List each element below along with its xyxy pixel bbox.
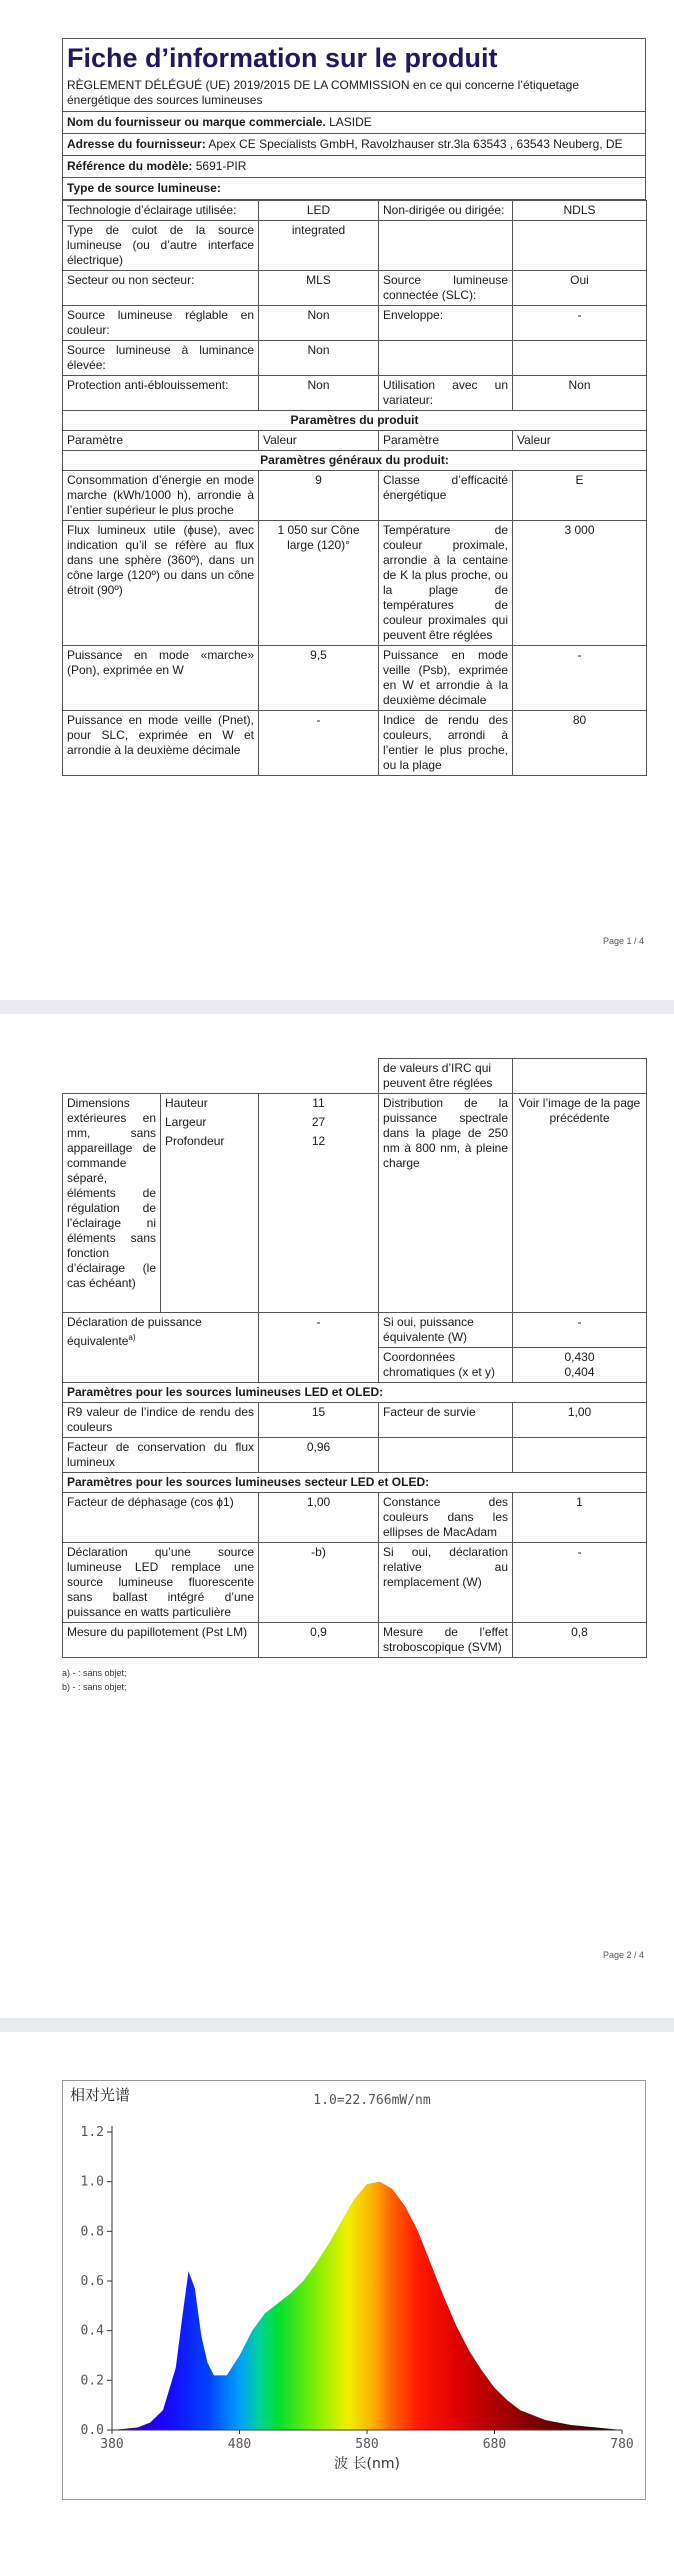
general-param-value: 3 000 xyxy=(513,521,647,646)
params-header: Paramètres du produit xyxy=(63,411,647,431)
type-param-label: Technologie d’éclairage utilisée: xyxy=(63,201,259,221)
mains-param-value: -b) xyxy=(259,1542,379,1622)
x-tick-label: 480 xyxy=(227,2437,252,2452)
y-tick-label: 0.0 xyxy=(80,2423,104,2438)
mains-param-value: 0,8 xyxy=(513,1622,647,1657)
spectral-label: Distribution de la puissance spectrale dans la plage de 250 nm à 800 nm, à pleine charge xyxy=(379,1094,513,1313)
column-header-row xyxy=(63,431,647,451)
led-param-label: Facteur de conservation du flux lumineux xyxy=(63,1437,259,1472)
col-header: Valeur xyxy=(259,431,379,451)
type-param-value: integrated xyxy=(259,221,379,271)
equiv-value: - xyxy=(259,1312,379,1382)
type-param-label: Source lumineuse connectée (SLC): xyxy=(379,271,513,306)
led-param-value: 1,00 xyxy=(513,1402,647,1437)
led-param-label: R9 valeur de l’indice de rendu des couleurs xyxy=(63,1402,259,1437)
led-header: Paramètres pour les sources lumineuses LED et OLED: xyxy=(63,1383,647,1403)
mains-row xyxy=(63,1492,647,1542)
chroma-x: 0,430 xyxy=(564,1349,595,1364)
page-1 xyxy=(62,38,646,776)
type-param-label: Non-dirigée ou dirigée: xyxy=(379,201,513,221)
dim-name: Hauteur xyxy=(161,1094,259,1114)
general-row xyxy=(63,646,647,711)
page-number: Page 1 / 4 xyxy=(602,936,644,946)
general-param-value: 1 050 sur Cône large (120)° xyxy=(259,521,379,646)
type-param-label: Source lumineuse à luminance élevée: xyxy=(63,341,259,376)
chroma-y: 0,404 xyxy=(564,1364,595,1379)
x-tick-label: 680 xyxy=(482,2437,507,2452)
general-param-value: - xyxy=(513,646,647,711)
dim-value: 27 xyxy=(259,1113,379,1132)
type-row xyxy=(63,376,647,411)
dim-value: 12 xyxy=(259,1132,379,1312)
type-row xyxy=(63,221,647,271)
general-param-value: - xyxy=(259,711,379,776)
address-row xyxy=(62,134,646,156)
type-param-value: NDLS xyxy=(513,201,647,221)
mains-param-label: Si oui, déclaration relative au remplacement (W) xyxy=(379,1542,513,1622)
general-param-label: Puissance en mode veille (Psb), exprimée en W et arrondie à la deuxième décimale xyxy=(379,646,513,711)
type-param-value: MLS xyxy=(259,271,379,306)
type-param-value: Non xyxy=(259,341,379,376)
dim-value: 11 xyxy=(259,1094,379,1114)
type-row xyxy=(63,201,647,221)
type-param-label: Source lumineuse réglable en couleur: xyxy=(63,306,259,341)
type-param-label: Type de culot de la source lumineuse (ou d’autre interface électrique) xyxy=(63,221,259,271)
type-param-label: Secteur ou non secteur: xyxy=(63,271,259,306)
general-param-value: 9 xyxy=(259,471,379,521)
mains-param-value: 1,00 xyxy=(259,1492,379,1542)
equiv-label: Déclaration de puissance équivalente$^{a)}$ xyxy=(63,1312,259,1382)
type-param-value: Non xyxy=(259,306,379,341)
type-header: Type de source lumineuse: xyxy=(62,178,646,200)
general-param-value: 9,5 xyxy=(259,646,379,711)
x-tick-label: 380 xyxy=(100,2437,124,2452)
col-header: Valeur xyxy=(513,431,647,451)
model-value: 5691-PIR xyxy=(195,159,247,173)
type-param-label xyxy=(379,221,513,271)
general-row xyxy=(63,471,647,521)
spectral-value: Voir l’image de la page précédente xyxy=(513,1094,647,1313)
y-tick-label: 0.2 xyxy=(80,2373,104,2389)
general-header: Paramètres généraux du produit: xyxy=(63,451,647,471)
type-param-label xyxy=(379,341,513,376)
mains-param-value: 1 xyxy=(513,1492,647,1542)
type-param-label: Utilisation avec un variateur: xyxy=(379,376,513,411)
type-param-value: LED xyxy=(259,201,379,221)
x-axis-label: 波 长(nm) xyxy=(334,2456,400,2472)
dim-name: Largeur xyxy=(161,1113,259,1132)
type-row xyxy=(63,341,647,376)
mains-param-label: Mesure de l’effet stroboscopique (SVM) xyxy=(379,1622,513,1657)
model-label: Référence du modèle: xyxy=(67,159,193,173)
mains-param-label: Facteur de déphasage (cos ɸ1) xyxy=(63,1492,259,1542)
mains-param-value: 0,9 xyxy=(259,1622,379,1657)
type-param-value: Oui xyxy=(513,271,647,306)
y-tick-label: 0.8 xyxy=(80,2224,104,2240)
page-separator xyxy=(0,1000,674,1014)
type-row xyxy=(63,271,647,306)
led-param-value: 0,96 xyxy=(259,1437,379,1472)
general-param-label: Puissance en mode «marche» (Pon), exprimée en W xyxy=(63,646,259,711)
general-row xyxy=(63,521,647,646)
footnote-b: b) - : sans objet; xyxy=(62,1681,127,1692)
chroma-values xyxy=(513,1347,647,1382)
supplier-value: LASIDE xyxy=(329,115,372,129)
type-param-value: - xyxy=(513,306,647,341)
x-tick-label: 580 xyxy=(355,2437,379,2452)
general-param-label: Puissance en mode veille (Pnet), pour SLC, exprimée en W et arrondie à la deuxième décimale xyxy=(63,711,259,776)
led-row xyxy=(63,1402,647,1437)
supplier-label: Nom du fournisseur ou marque commerciale. xyxy=(67,115,326,129)
y-tick-label: 0.6 xyxy=(80,2274,104,2289)
mains-header: Paramètres pour les sources lumineuses secteur LED et OLED: xyxy=(63,1472,647,1492)
col-header: Paramètre xyxy=(379,431,513,451)
equiv-power-value: - xyxy=(513,1312,647,1347)
footnotes xyxy=(62,1666,646,1694)
y-tick-label: 1.0 xyxy=(80,2174,104,2190)
led-table xyxy=(62,1383,647,1658)
y-tick-label: 0.4 xyxy=(80,2323,104,2339)
type-table xyxy=(62,200,647,776)
mains-row xyxy=(63,1622,647,1657)
general-param-value: 80 xyxy=(513,711,647,776)
general-param-label: Indice de rendu des couleurs, arrondi à l’entier le plus proche, ou la plage xyxy=(379,711,513,776)
general-param-label: Flux lumineux utile (ɸuse), avec indication qu’il se réfère au flux dans une sphère (360º), dans un cône large (120º) ou dans un cône étroit (90º) xyxy=(63,521,259,646)
address-value: Apex CE Specialists GmbH, Ravolzhauser str.3la 63543 , 63543 Neuberg, DE xyxy=(208,137,623,151)
led-param-value xyxy=(513,1437,647,1472)
address-label: Adresse du fournisseur: xyxy=(67,137,206,151)
type-param-value xyxy=(513,341,647,376)
dims-table xyxy=(62,1058,647,1383)
page-number: Page 2 / 4 xyxy=(602,1950,644,1960)
page-separator xyxy=(0,2018,674,2032)
regulation-text: RÈGLEMENT DÉLÉGUÉ (UE) 2019/2015 DE LA COMMISSION en ce qui concerne l’étiquetage énergétique des sources lumineuses xyxy=(62,75,646,112)
type-param-label: Enveloppe: xyxy=(379,306,513,341)
type-param-value xyxy=(513,221,647,271)
led-row xyxy=(63,1437,647,1472)
mains-param-value: - xyxy=(513,1542,647,1622)
dims-label: Dimensions extérieures en mm, sans appareillage de commande séparé, éléments de régulation de l’éclairage ni éléments sans fonction d’éclairage (le cas échéant) xyxy=(63,1094,161,1313)
dim-name: Profondeur xyxy=(161,1132,259,1312)
type-param-value: Non xyxy=(513,376,647,411)
chroma-label: Coordonnées chromatiques (x et y) xyxy=(379,1347,513,1382)
irc-continuation: de valeurs d’IRC qui peuvent être réglées xyxy=(379,1059,513,1094)
supplier-row xyxy=(62,112,646,134)
type-param-value: Non xyxy=(259,376,379,411)
model-row xyxy=(62,156,646,178)
type-param-label: Protection anti-éblouissement: xyxy=(63,376,259,411)
spectrum-svg xyxy=(62,2080,646,2500)
equiv-row xyxy=(63,1312,647,1347)
dims-row xyxy=(63,1094,647,1114)
footnote-a: a) - : sans objet; xyxy=(62,1667,127,1678)
doc-title: Fiche d’information sur le produit xyxy=(62,38,646,75)
general-param-label: Classe d’efficacité énergétique xyxy=(379,471,513,521)
led-param-label xyxy=(379,1437,513,1472)
x-tick-label: 780 xyxy=(610,2437,634,2452)
mains-param-label: Mesure du papillotement (Pst LM) xyxy=(63,1622,259,1657)
led-param-label: Facteur de survie xyxy=(379,1402,513,1437)
general-param-label: Consommation d’énergie en mode marche (kWh/1000 h), arrondie à l’entier supérieur le plus proche xyxy=(63,471,259,521)
equiv-power-label: Si oui, puissance équivalente (W) xyxy=(379,1312,513,1347)
mains-param-label: Constance des couleurs dans les ellipses de MacAdam xyxy=(379,1492,513,1542)
chart-title: 相对光谱 xyxy=(70,2086,131,2104)
general-param-value: E xyxy=(513,471,647,521)
led-param-value: 15 xyxy=(259,1402,379,1437)
mains-param-label: Déclaration qu’une source lumineuse LED remplace une source lumineuse fluorescente sans ballast intégré d’une puissance en watts particulière xyxy=(63,1542,259,1622)
general-param-label: Température de couleur proximale, arrondie à la centaine de K la plus proche, ou la plage de températures de couleur proximales qui peuvent être réglées xyxy=(379,521,513,646)
y-tick-label: 1.2 xyxy=(80,2125,104,2140)
spectrum-chart xyxy=(62,2080,646,2500)
chart-annotation: 1.0=22.766mW/nm xyxy=(313,2093,431,2108)
col-header: Paramètre xyxy=(63,431,259,451)
type-row xyxy=(63,306,647,341)
general-row xyxy=(63,711,647,776)
mains-row xyxy=(63,1542,647,1622)
page-2 xyxy=(62,1058,646,1694)
